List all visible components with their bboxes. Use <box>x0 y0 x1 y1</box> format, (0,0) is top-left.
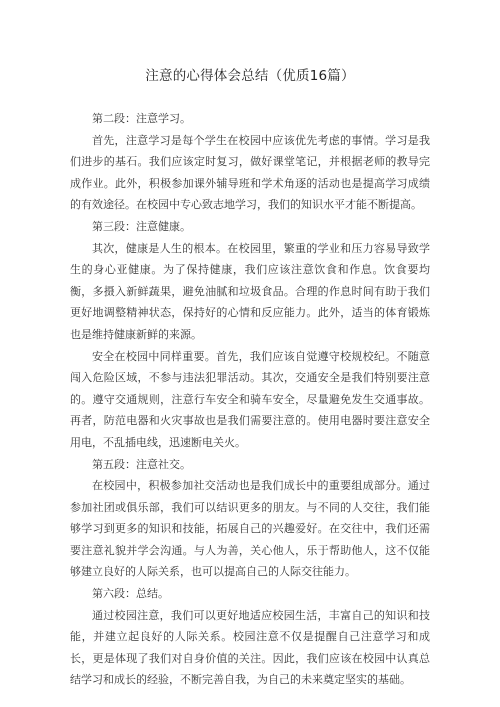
paragraph-safety: 安全在校园中同样重要。首先，我们应该自觉遵守校规校纪。不随意闯入危险区域，不参与违法犯罪活动。其次，交通安全是我们特别要注意的。遵守交通规则，注意行车安全和骑车安全，尽量避免发生交通事故。再者，防范电器和火灾事故也是我们需要注意的。使用电器时要注意安全用电，不乱插电线，迅速断电关火。 <box>70 349 430 449</box>
section-heading-health: 第三段：注意健康。 <box>92 219 191 233</box>
document-body <box>70 108 430 691</box>
paragraph-health: 其次，健康是人生的根本。在校园里，繁重的学业和压力容易导致学生的身心亚健康。为了保持健康，我们应该注意饮食和作息。饮食要均衡，多摄入新鲜蔬果，避免油腻和垃圾食品。合理的作息时间有助于我们更好地调整精神状态，保持好的心情和反应能力。此外，适当的体育锻炼也是维持健康新鲜的来源。 <box>70 241 430 341</box>
paragraph-study: 首先，注意学习是每个学生在校园中应该优先考虑的事情。学习是我们进步的基石。我们应该定时复习，做好课堂笔记，并根据老师的教导完成作业。此外，积极参加课外辅导班和学术角逐的活动也是提高学习成绩的有效途径。在校园中专心致志地学习，我们的知识水平才能不断提高。 <box>70 133 430 212</box>
section-heading-summary: 第六段：总结。 <box>92 587 169 601</box>
paragraph-social: 在校园中，积极参加社交活动也是我们成长中的重要组成部分。通过参加社团或俱乐部，我们可以结识更多的朋友。与不同的人交往，我们能够学习到更多的知识和技能，拓展自己的兴趣爱好。在交往中，我们还需要注意礼貌并学会沟通。与人为善，关心他人，乐于帮助他人，这不仅能够建立良好的人际关系，也可以提高自己的人际交往能力。 <box>70 479 430 579</box>
paragraph-summary: 通过校园注意，我们可以更好地适应校园生活，丰富自己的知识和技能，并建立起良好的人际关系。校园注意不仅是提醒自己注意学习和成长，更是体现了我们对自身价值的关注。因此，我们应该在校园中认真总结学习和成长的经验，不断完善自我，为自己的未来奠定坚实的基础。 <box>70 608 430 687</box>
section-heading-social: 第五段：注意社交。 <box>92 457 191 471</box>
page-title: 注意的心得体会总结（优质16篇） <box>145 68 355 84</box>
section-heading-study: 第二段：注意学习。 <box>92 112 191 125</box>
